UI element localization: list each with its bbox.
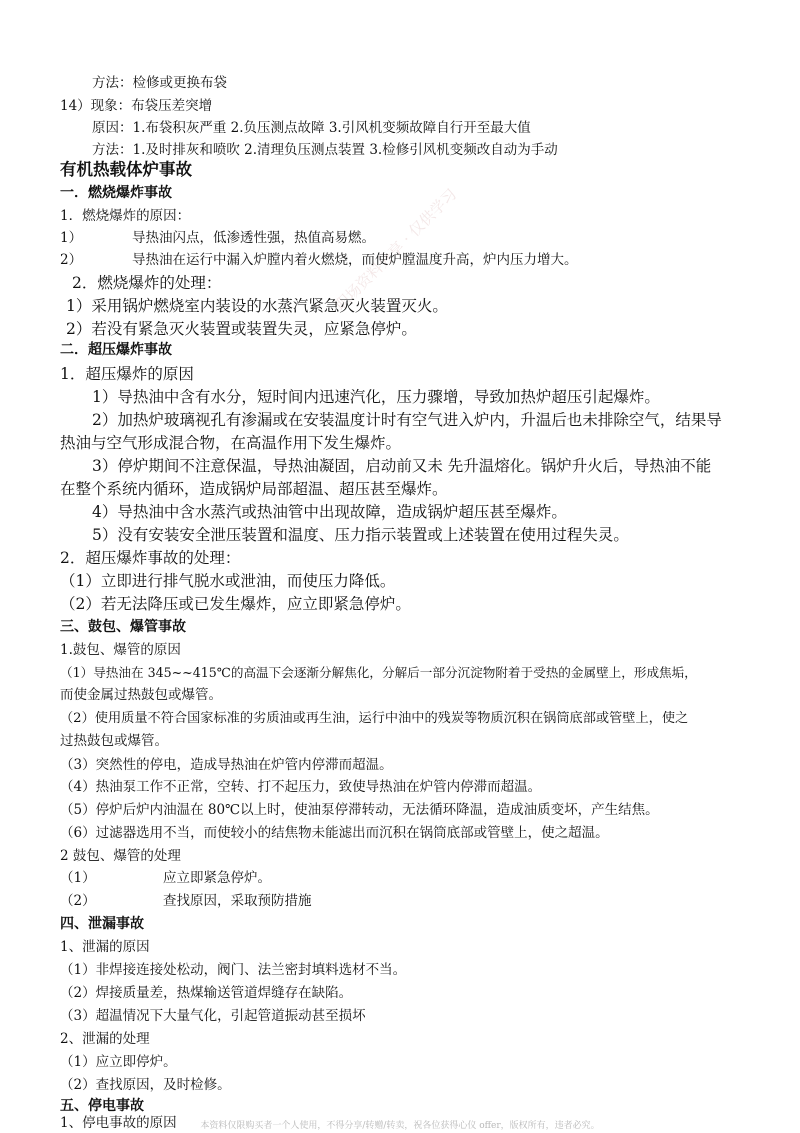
text-line: 方法：检修或更换布袋: [92, 75, 227, 91]
text-line: 在整个系统内循环，造成锅炉局部超温、超压甚至爆炸。: [60, 480, 448, 498]
list-text: 导热油闪点，低渗透性强，热值高易燃。: [132, 230, 375, 246]
text-line: [60, 868, 271, 888]
text-line: 5）没有安装安全泄压装置和温度、压力指示装置或上述装置在使用过程失灵。: [92, 526, 629, 544]
text-line: （1）导热油在 345~~415℃的高温下会逐渐分解焦化，分解后一部分沉淀物附着于受热的金属壁上，形成焦垢，: [60, 665, 697, 680]
list-text: 导热油在运行中漏入炉膛内着火燃烧，而使炉膛温度升高，炉内压力增大。: [132, 252, 578, 268]
section-heading: 三、鼓包、爆管事故: [60, 619, 186, 635]
text-line: 2）若没有紧急灭火装置或装置失灵，应紧急停炉。: [66, 320, 417, 338]
text-line: （4）热油泵工作不正常，空转、打不起压力，致使导热油在炉管内停滞而超温。: [60, 779, 542, 795]
text-line: 1、停电事故的原因: [60, 1115, 177, 1131]
text-line: 3）停炉期间不注意保温，导热油凝固，启动前又未 先升温熔化。锅炉升火后，导热油不能: [92, 457, 712, 475]
section-heading: 一．燃烧爆炸事故: [60, 185, 172, 201]
text-line: 2．燃烧爆炸的处理：: [72, 274, 222, 292]
text-line: （3）超温情况下大量气化，引起管道振动甚至损坏: [60, 1008, 366, 1024]
text-line: （1）非焊接连接处松动，阀门、法兰密封填料选材不当。: [60, 962, 407, 978]
text-line: 而使金属过热鼓包或爆管。: [60, 687, 222, 703]
text-line: （3）突然性的停电，造成导热油在炉管内停滞而超温。: [60, 757, 393, 773]
text-line: （2）若无法降压或已发生爆炸，应立即紧急停炉。: [60, 595, 411, 613]
page-footer: 本资料仅限购买者一个人使用，不得分享/转赠/转卖，祝各位获得心仪 offer，版权所有，违者必究。: [200, 1121, 600, 1131]
text-line: 2 鼓包、爆管的处理: [60, 848, 181, 864]
text-line: 热油与空气形成混合物，在高温作用下发生爆炸。: [60, 434, 402, 452]
text-line: （2）使用质量不符合国家标准的劣质油或再生油，运行中油中的残炭等物质沉积在锅筒底部或管壁上，使之: [60, 711, 689, 726]
watermark: 职场资料分享 · 仅供学习: [331, 185, 461, 315]
text-line: [60, 891, 312, 911]
text-line: （6）过滤器选用不当，而使较小的结焦物未能滤出而沉积在锅筒底部或管壁上，使之超温。: [60, 825, 609, 841]
text-line: [60, 228, 375, 248]
text-line: 方法：1.及时排灰和喷吹 2.清理负压测点装置 3.检修引风机变频改自动为手动: [92, 142, 558, 158]
list-number: （2）: [60, 893, 96, 909]
text-line: 原因：1.布袋积灰严重 2.负压测点故障 3.引风机变频故障自行开至最大值: [92, 120, 531, 136]
section-heading: 五、停电事故: [60, 1098, 144, 1114]
text-line: 1.鼓包、爆管的原因: [60, 642, 181, 658]
text-line: [60, 250, 578, 270]
text-line: （5）停炉后炉内油温在 80℃以上时，使油泵停滞转动，无法循环降温，造成油质变坏，产生结焦。: [60, 802, 659, 818]
text-line: 4）导热油中含水蒸汽或热油管中出现故障，造成锅炉超压甚至爆炸。: [92, 503, 567, 521]
text-line: 1）采用锅炉燃烧室内装设的水蒸汽紧急灭火装置灭火。: [66, 297, 448, 315]
list-number: （1）: [60, 870, 96, 886]
section-heading: 二．超压爆炸事故: [60, 342, 172, 358]
text-line: （1）立即进行排气脱水或泄油，而使压力降低。: [60, 572, 396, 590]
text-line: 1、泄漏的原因: [60, 939, 150, 955]
list-text: 查找原因，采取预防措施: [163, 893, 312, 909]
text-line: 2．超压爆炸事故的处理：: [60, 549, 241, 567]
text-line: 2、泄漏的处理: [60, 1031, 150, 1047]
text-line: 过热鼓包或爆管。: [60, 733, 168, 749]
section-title: 有机热载体炉事故: [60, 160, 192, 179]
text-line: 2）加热炉玻璃视孔有渗漏或在安装温度计时有空气进入炉内，升温后也未排除空气，结果导: [92, 411, 722, 429]
text-line: （1）应立即停炉。: [60, 1054, 177, 1070]
text-line: 1．超压爆炸的原因: [60, 365, 194, 383]
section-heading: 四、泄漏事故: [60, 916, 144, 932]
list-number: 1）: [60, 230, 83, 246]
text-line: （2）查找原因，及时检修。: [60, 1077, 231, 1093]
list-text: 应立即紧急停炉。: [163, 870, 271, 886]
text-line: （2）焊接质量差，热煤输送管道焊缝存在缺陷。: [60, 985, 353, 1001]
text-line: 14）现象：布袋压差突增: [60, 98, 213, 114]
text-line: 1）导热油中含有水分，短时间内迅速汽化，压力骤增，导致加热炉超压引起爆炸。: [92, 388, 660, 406]
text-line: 1．燃烧爆炸的原因：: [60, 208, 191, 224]
list-number: 2）: [60, 252, 83, 268]
